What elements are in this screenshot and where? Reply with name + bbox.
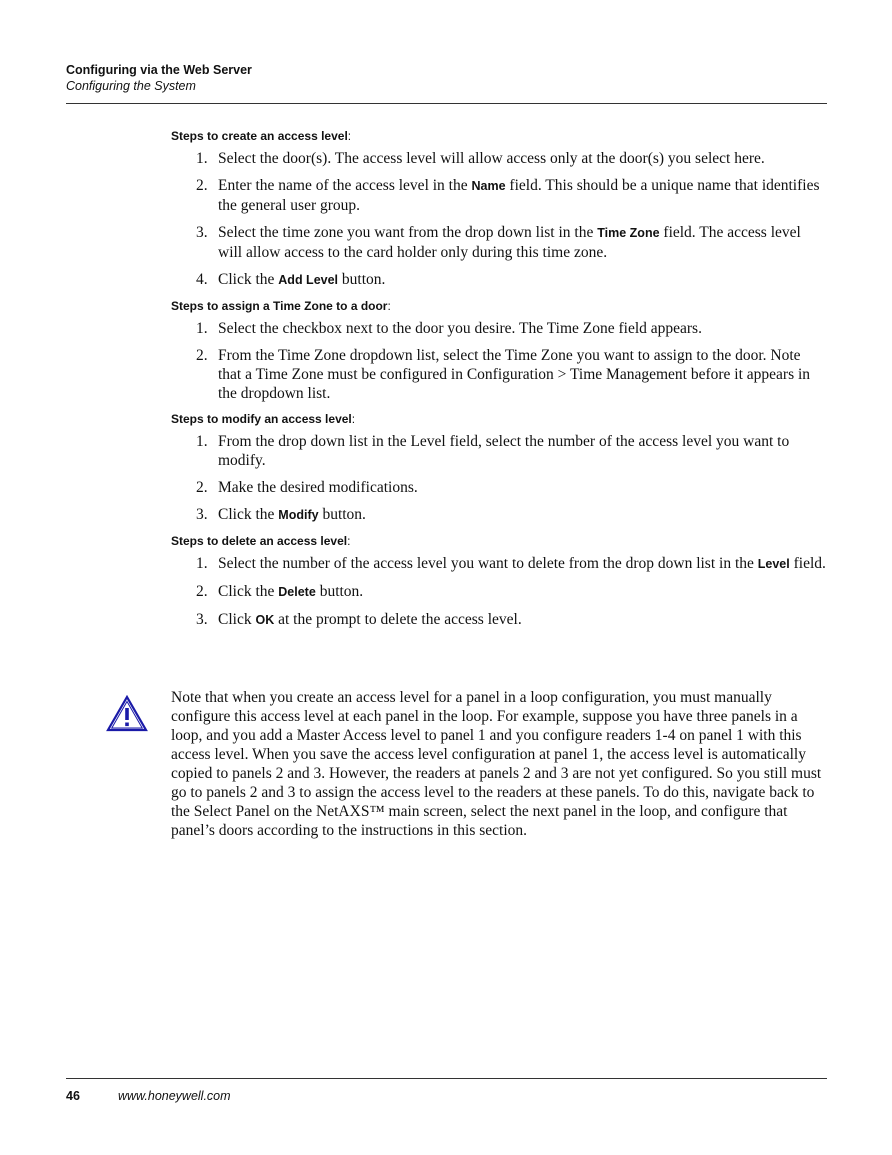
- main-content: [171, 128, 827, 638]
- step-text: From the Time Zone dropdown list, select the Time Zone you want to assign to the door. Note that a Time Zone must be configured in Configuration > Time Management before it appears in the dropdown list.: [218, 347, 811, 402]
- section-title-modify: [171, 411, 827, 427]
- section-colon: :: [347, 129, 352, 143]
- list-item: [171, 319, 827, 338]
- step-number: 1.: [196, 150, 208, 167]
- ui-button-add-level: Add Level: [278, 273, 339, 287]
- step-number: 3.: [196, 611, 208, 628]
- section-colon: :: [347, 534, 351, 548]
- step-text: at the prompt to delete the access level.: [274, 611, 522, 628]
- step-text: Enter the name of the access level in the: [218, 177, 472, 194]
- ui-button-ok: OK: [255, 613, 275, 627]
- page-header: [66, 63, 827, 94]
- list-item: [171, 554, 827, 574]
- list-item: [171, 432, 827, 470]
- list-item: [171, 478, 827, 497]
- warning-triangle-icon: [106, 695, 148, 733]
- step-text: Select the time zone you want from the drop down list in the: [218, 224, 598, 241]
- note-paragraph: Note that when you create an access level for a panel in a loop configuration, you must manually configure this access level at each panel in the loop. For example, suppose you have three panels in a loop, and you add a Master Access level to panel 1 and you configure readers 1-4 on panel 1 with this access level. When you save the access level configuration at panel 1, the access level is automatically copied to panels 2 and 3. However, the readers at panels 2 and 3 are not yet configured. So you still must go to panels 2 and 3 to assign the access level to the readers at these panels. To do this, navigate back to the Select Panel on the NetAXS™ main screen, select the next panel in the loop, and configure that panel’s doors according to the instructions in this section.: [171, 689, 822, 839]
- step-text: Make the desired modifications.: [218, 479, 418, 496]
- list-item: [171, 346, 827, 403]
- step-text: field. The access level will allow access to the card holder only during this time zone.: [218, 224, 801, 261]
- step-text: field. This should be a unique name that identifies the general user group.: [218, 177, 820, 214]
- step-text: button.: [338, 271, 386, 288]
- section-title-text: Steps to modify an access level: [171, 412, 352, 426]
- step-number: 2.: [196, 583, 208, 600]
- list-item: [171, 149, 827, 168]
- ui-field-level: Level: [757, 557, 790, 571]
- step-text: button.: [318, 506, 366, 523]
- step-number: 1.: [196, 555, 208, 572]
- ui-button-modify: Modify: [278, 508, 319, 522]
- footer-divider: [66, 1078, 827, 1079]
- footer-url: www.honeywell.com: [118, 1089, 231, 1103]
- step-number: 3.: [196, 224, 208, 241]
- step-text: Click the: [218, 271, 279, 288]
- step-number: 4.: [196, 271, 208, 288]
- step-text: Select the number of the access level you want to delete from the drop down list in the: [218, 555, 758, 572]
- ui-button-delete: Delete: [278, 585, 316, 599]
- step-number: 1.: [196, 320, 208, 337]
- step-text: Click: [218, 611, 256, 628]
- list-item: [171, 505, 827, 525]
- step-number: 2.: [196, 479, 208, 496]
- header-divider: [66, 103, 827, 104]
- step-text: From the drop down list in the Level field, select the number of the access level you want to modify.: [218, 433, 790, 469]
- ui-field-time-zone: Time Zone: [597, 226, 660, 240]
- page-footer: [66, 1088, 231, 1104]
- ui-field-name: Name: [471, 179, 506, 193]
- steps-assign-list: [171, 319, 827, 403]
- section-colon: :: [387, 299, 391, 313]
- steps-modify-list: [171, 432, 827, 525]
- list-item: [171, 610, 827, 630]
- step-number: 2.: [196, 347, 208, 364]
- step-number: 3.: [196, 506, 208, 523]
- header-title: Configuring via the Web Server: [66, 63, 252, 77]
- step-text: field.: [789, 555, 826, 572]
- step-text: button.: [315, 583, 364, 600]
- section-title-text: Steps to delete an access level: [171, 534, 348, 548]
- section-colon: :: [351, 412, 356, 426]
- list-item: [171, 223, 827, 262]
- list-item: [171, 270, 827, 290]
- page-number: 46: [66, 1089, 80, 1103]
- list-item: [171, 582, 827, 602]
- section-title-text: Steps to assign a Time Zone to a door: [171, 299, 388, 313]
- section-title-text: Steps to create an access level: [171, 129, 348, 143]
- step-number: 1.: [196, 433, 208, 450]
- step-text: Select the door(s). The access level will allow access only at the door(s) you select here.: [218, 150, 765, 167]
- section-title-create: [171, 128, 827, 144]
- section-title-delete: [171, 533, 827, 549]
- step-text: Select the checkbox next to the door you desire. The Time Zone field appears.: [218, 320, 702, 337]
- header-subtitle: Configuring the System: [66, 79, 196, 93]
- steps-delete-list: [171, 554, 827, 630]
- step-text: Click the: [218, 506, 279, 523]
- section-title-assign: [171, 298, 827, 314]
- step-text: Click the: [218, 583, 279, 600]
- steps-create-list: [171, 149, 827, 290]
- list-item: [171, 176, 827, 215]
- step-number: 2.: [196, 177, 208, 194]
